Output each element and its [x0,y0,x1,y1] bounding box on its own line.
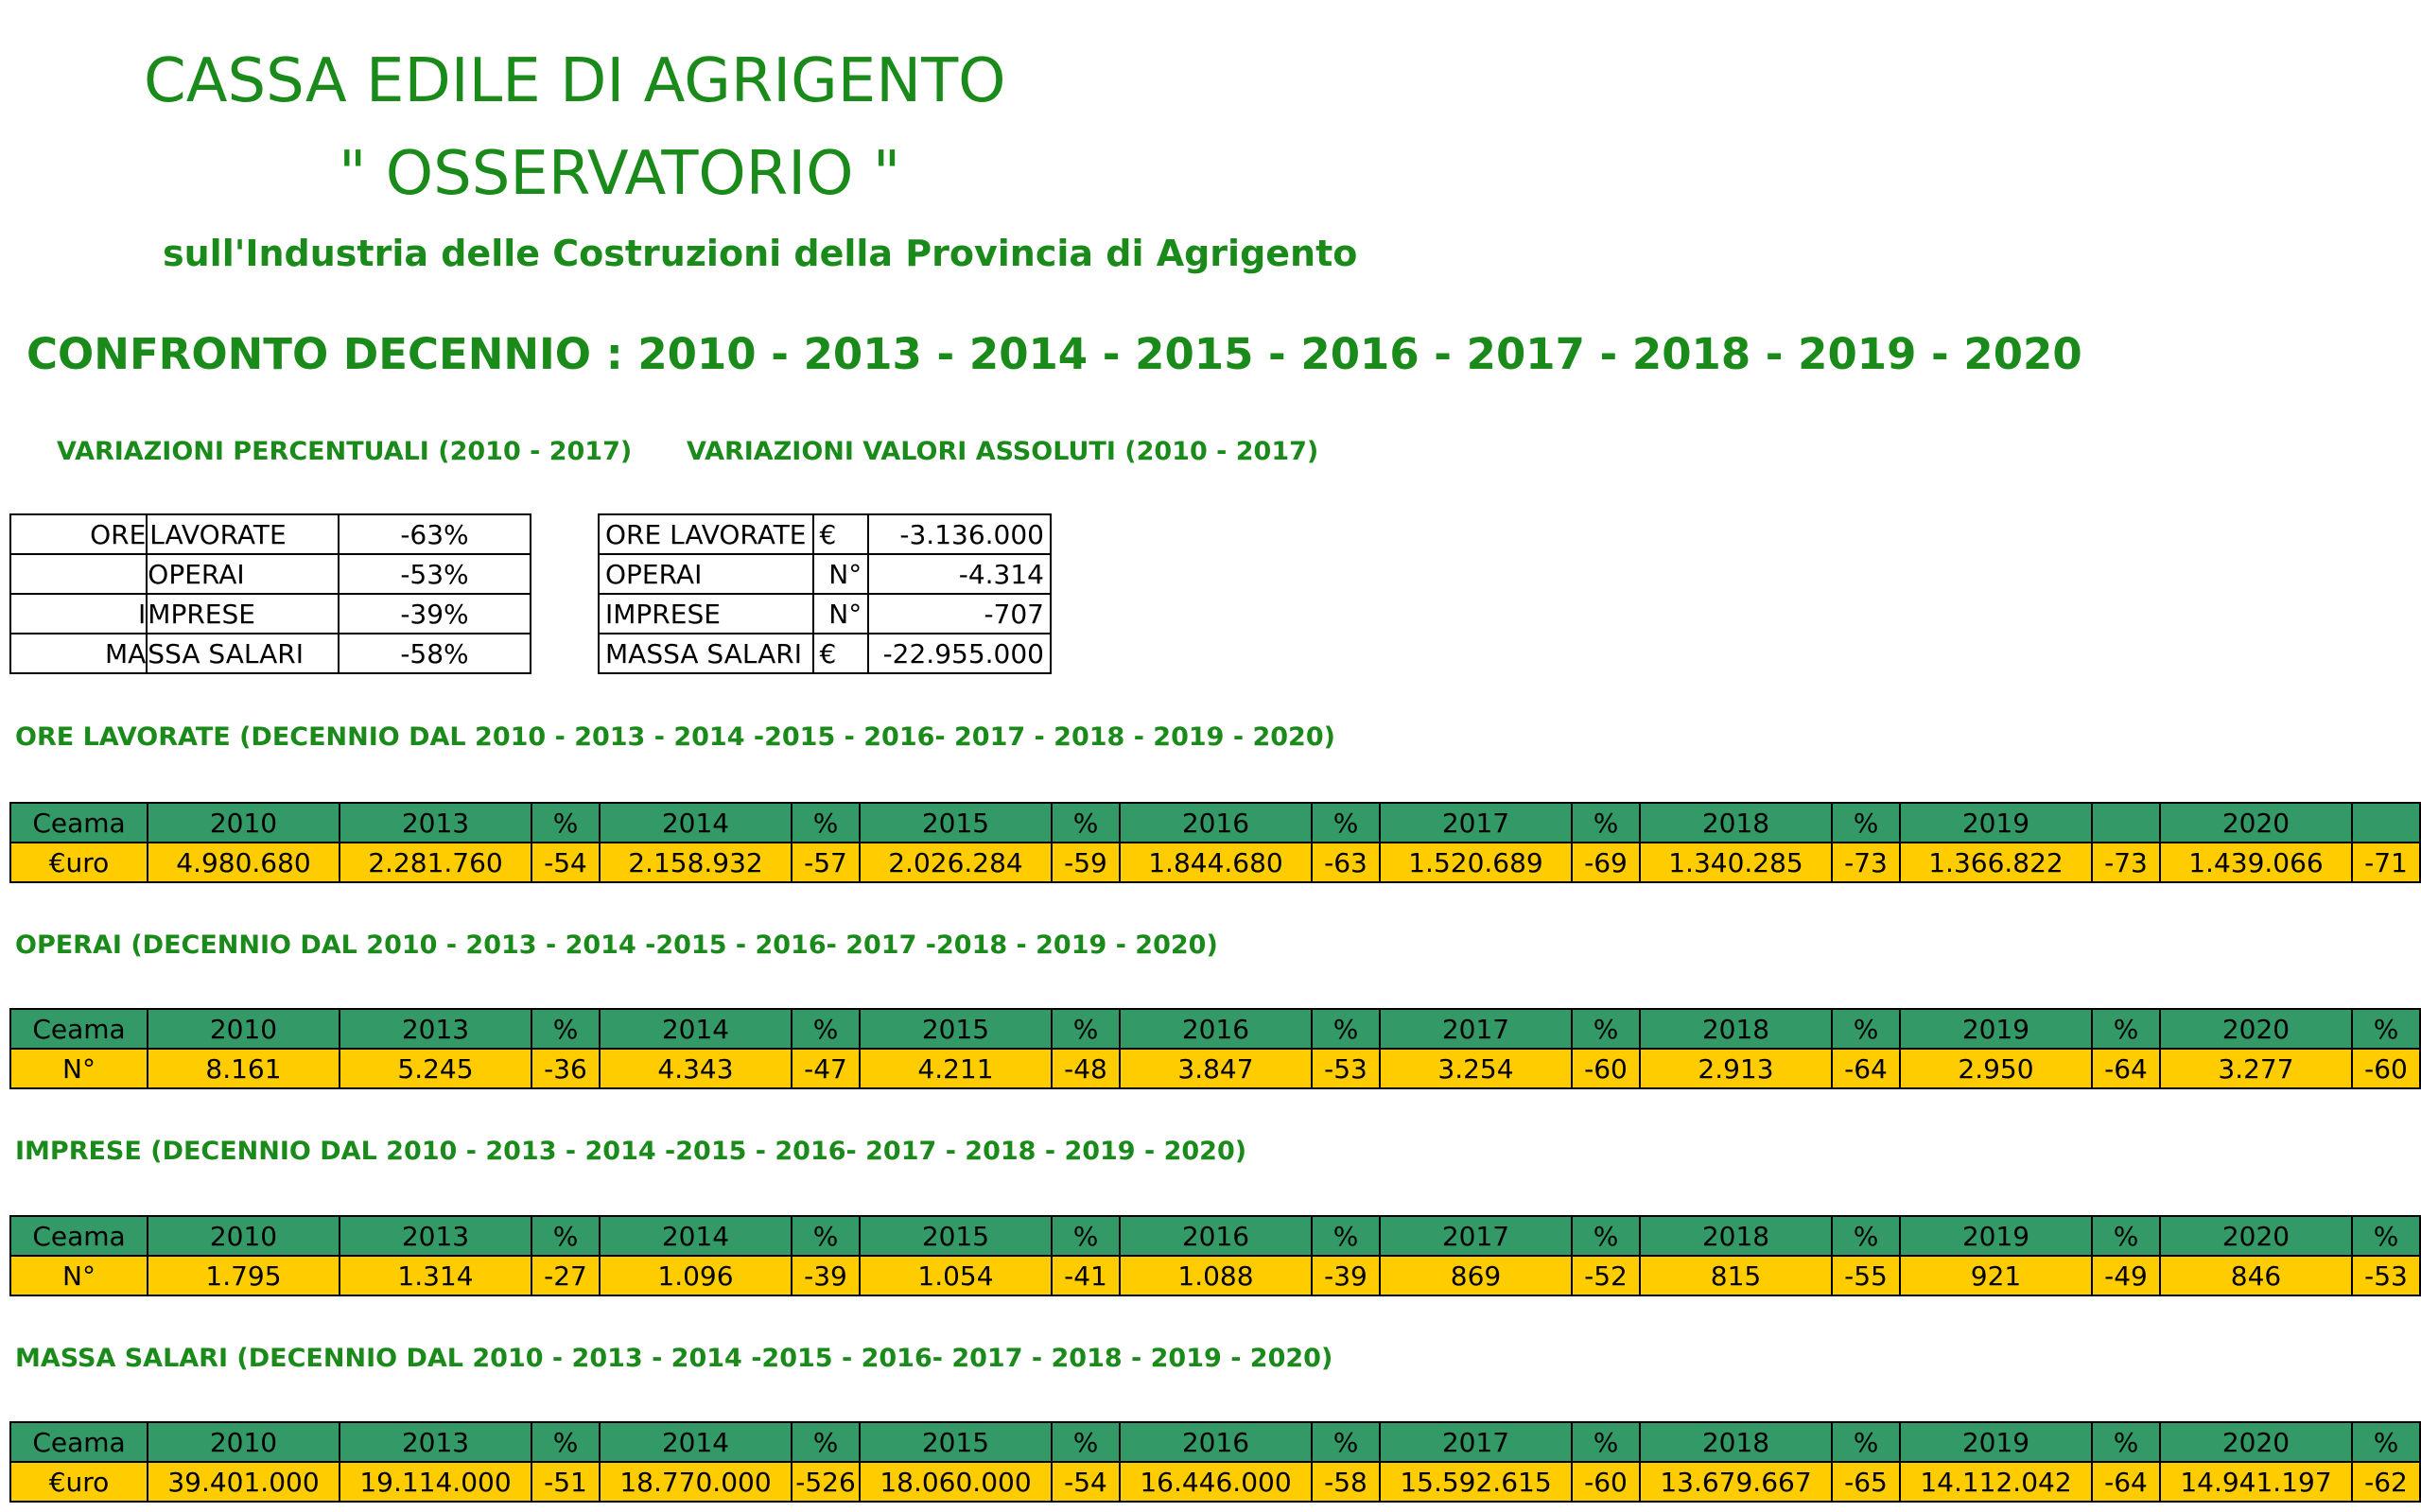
header-cell: 2017 [1380,1216,1572,1256]
table-header-row [10,803,2420,843]
absolute-value: -22.955.000 [868,634,1051,673]
value-cell: -60 [2352,1049,2420,1088]
value-cell: -55 [1832,1256,1900,1295]
value-cell: 869 [1380,1256,1572,1295]
header-cell: % [2092,1009,2160,1049]
absolute-variations-table [598,513,1052,674]
header-cell: % [1312,803,1380,843]
table-header-row [10,1009,2420,1049]
value-cell: -47 [792,1049,860,1088]
header-cell [2092,803,2160,843]
value-cell: 18.770.000 [600,1462,792,1502]
percent-value: -58% [339,634,531,673]
absolute-variations-heading: VARIAZIONI VALORI ASSOLUTI (2010 - 2017) [687,437,1319,466]
value-cell: -54 [1052,1462,1120,1502]
header-cell: % [531,1009,600,1049]
table-row [10,843,2420,882]
header-cell: 2020 [2160,1009,2352,1049]
header-cell: Ceama [10,1216,148,1256]
value-cell: -52 [1572,1256,1640,1295]
header-cell: 2013 [340,1216,531,1256]
table-row [599,554,1051,594]
value-cell: 1.340.285 [1640,843,1832,882]
value-cell: -39 [1312,1256,1380,1295]
header-cell: % [792,803,860,843]
value-cell: 2.026.284 [860,843,1052,882]
value-cell: 1.520.689 [1380,843,1572,882]
header-cell: % [1832,803,1900,843]
value-cell: -64 [2092,1462,2160,1502]
header-cell: % [1052,1422,1120,1462]
header-cell: % [792,1422,860,1462]
comparison-heading: CONFRONTO DECENNIO : 2010 - 2013 - 2014 - 2015 - 2016 - 2017 - 2018 - 2019 - 2020 [26,329,2082,379]
header-cell: % [1572,1422,1640,1462]
absolute-label: MASSA SALARI [599,634,813,673]
value-cell: 921 [1900,1256,2092,1295]
page-title: CASSA EDILE DI AGRIGENTO [144,46,1006,116]
header-cell: 2015 [860,1009,1052,1049]
value-cell: -73 [1832,843,1900,882]
value-cell: €uro [10,1462,148,1502]
header-cell: % [2352,1009,2420,1049]
header-cell: 2017 [1380,1422,1572,1462]
absolute-value: -707 [868,594,1051,634]
header-cell: % [1052,1216,1120,1256]
imprese-section-title: IMPRESE (DECENNIO DAL 2010 - 2013 - 2014 -2015 - 2016- 2017 - 2018 - 2019 - 2020) [15,1137,1247,1166]
header-cell: % [1312,1009,1380,1049]
header-cell: 2019 [1900,803,2092,843]
value-cell: 39.401.000 [148,1462,340,1502]
value-cell: -59 [1052,843,1120,882]
header-cell: % [1052,803,1120,843]
value-cell: 18.060.000 [860,1462,1052,1502]
value-cell: 2.913 [1640,1049,1832,1088]
absolute-unit: N° [813,594,869,634]
header-cell: % [1312,1422,1380,1462]
header-cell: 2019 [1900,1422,2092,1462]
header-cell: % [1572,1216,1640,1256]
value-cell: -51 [531,1462,600,1502]
value-cell: -41 [1052,1256,1120,1295]
value-cell: 14.941.197 [2160,1462,2352,1502]
table-row [10,554,531,594]
header-cell: 2016 [1120,1422,1312,1462]
value-cell: -64 [1832,1049,1900,1088]
header-cell: % [531,1422,600,1462]
value-cell: -64 [2092,1049,2160,1088]
value-cell: 1.096 [600,1256,792,1295]
percent-value: -53% [339,554,531,594]
header-cell: % [2092,1216,2160,1256]
header-cell: 2018 [1640,1009,1832,1049]
header-cell: 2015 [860,1422,1052,1462]
absolute-unit: € [813,634,869,673]
percent-label-left: ORE [10,514,147,554]
operai-table [9,1008,2421,1089]
page-subtitle-osservatorio: " OSSERVATORIO " [339,139,901,209]
header-cell: % [792,1216,860,1256]
header-cell: % [1832,1422,1900,1462]
table-row: I MPRESE -39% [10,594,531,634]
table-row [10,1462,2420,1502]
header-cell: 2018 [1640,1216,1832,1256]
absolute-value: -3.136.000 [868,514,1051,554]
table-row [10,514,531,554]
percent-variations-heading: VARIAZIONI PERCENTUALI (2010 - 2017) [57,437,633,466]
value-cell: -53 [1312,1049,1380,1088]
value-cell: N° [10,1049,148,1088]
header-cell: % [2352,1422,2420,1462]
header-cell: Ceama [10,1422,148,1462]
value-cell: 1.844.680 [1120,843,1312,882]
table-row [599,634,1051,673]
value-cell: -36 [531,1049,600,1088]
value-cell: 846 [2160,1256,2352,1295]
value-cell: 5.245 [340,1049,531,1088]
value-cell: 1.088 [1120,1256,1312,1295]
table-row [10,1256,2420,1295]
header-cell: 2013 [340,1422,531,1462]
value-cell: -69 [1572,843,1640,882]
value-cell: 1.314 [340,1256,531,1295]
header-cell: 2010 [148,1422,340,1462]
absolute-label: ORE LAVORATE [599,514,813,554]
header-cell: % [1312,1216,1380,1256]
value-cell: 16.446.000 [1120,1462,1312,1502]
value-cell: -526 [792,1462,860,1502]
value-cell: 1.366.822 [1900,843,2092,882]
absolute-label: IMPRESE [599,594,813,634]
header-cell: % [2352,1216,2420,1256]
header-cell: % [1572,1009,1640,1049]
header-cell: 2010 [148,1216,340,1256]
value-cell: 19.114.000 [340,1462,531,1502]
header-cell: 2019 [1900,1009,2092,1049]
header-cell: % [1052,1009,1120,1049]
value-cell: 4.980.680 [148,843,340,882]
massa-salari-section-title: MASSA SALARI (DECENNIO DAL 2010 - 2013 - 2014 -2015 - 2016- 2017 - 2018 - 2019 - 2020) [15,1344,1333,1373]
value-cell: 1.795 [148,1256,340,1295]
value-cell: 3.277 [2160,1049,2352,1088]
ore-lavorate-table [9,802,2421,883]
table-header-row [10,1216,2420,1256]
header-cell: % [1832,1216,1900,1256]
value-cell: 2.950 [1900,1049,2092,1088]
massa-salari-table [9,1421,2421,1503]
value-cell: -27 [531,1256,600,1295]
table-header-row [10,1422,2420,1462]
percent-label: OPERAI [147,554,339,594]
header-cell: 2013 [340,1009,531,1049]
value-cell: N° [10,1256,148,1295]
absolute-unit: N° [813,554,869,594]
value-cell: -48 [1052,1049,1120,1088]
value-cell: 8.161 [148,1049,340,1088]
absolute-unit: € [813,514,869,554]
header-cell: 2014 [600,1422,792,1462]
value-cell: -62 [2352,1462,2420,1502]
header-cell: 2020 [2160,1422,2352,1462]
header-cell: 2017 [1380,1009,1572,1049]
value-cell: 13.679.667 [1640,1462,1832,1502]
header-cell: % [531,1216,600,1256]
header-cell: 2014 [600,803,792,843]
header-cell: 2015 [860,803,1052,843]
percent-value: -39% [339,594,531,634]
header-cell: 2010 [148,803,340,843]
header-cell: 2017 [1380,803,1572,843]
value-cell: -71 [2352,843,2420,882]
value-cell: -57 [792,843,860,882]
ore-lavorate-section-title: ORE LAVORATE (DECENNIO DAL 2010 - 2013 - 2014 -2015 - 2016- 2017 - 2018 - 2019 - 2020) [15,722,1335,752]
value-cell: 2.158.932 [600,843,792,882]
value-cell: 3.847 [1120,1049,1312,1088]
table-row [599,594,1051,634]
value-cell: 2.281.760 [340,843,531,882]
header-cell: 2018 [1640,803,1832,843]
operai-section-title: OPERAI (DECENNIO DAL 2010 - 2013 - 2014 -2015 - 2016- 2017 -2018 - 2019 - 2020) [15,930,1218,960]
page-description: sull'Industria delle Costruzioni della Provincia di Agrigento [163,233,1358,274]
header-cell: 2010 [148,1009,340,1049]
value-cell: 3.254 [1380,1049,1572,1088]
header-cell: 2018 [1640,1422,1832,1462]
value-cell: €uro [10,843,148,882]
value-cell: 14.112.042 [1900,1462,2092,1502]
header-cell: % [1832,1009,1900,1049]
value-cell: 4.211 [860,1049,1052,1088]
percent-label-right: LAVORATE [147,514,339,554]
imprese-table [9,1215,2421,1296]
percent-value: -63% [339,514,531,554]
table-row [599,514,1051,554]
value-cell: 4.343 [600,1049,792,1088]
table-row: MA SSA SALARI -58% [10,634,531,673]
header-cell: 2014 [600,1009,792,1049]
value-cell: -60 [1572,1049,1640,1088]
value-cell: -63 [1312,843,1380,882]
value-cell: -73 [2092,843,2160,882]
value-cell: -39 [792,1256,860,1295]
header-cell: % [531,803,600,843]
header-cell: 2019 [1900,1216,2092,1256]
header-cell [2352,803,2420,843]
header-cell: 2020 [2160,803,2352,843]
header-cell: 2016 [1120,1009,1312,1049]
value-cell: -49 [2092,1256,2160,1295]
table-row [10,1049,2420,1088]
header-cell: Ceama [10,1009,148,1049]
value-cell: -58 [1312,1462,1380,1502]
value-cell: -60 [1572,1462,1640,1502]
header-cell: 2016 [1120,803,1312,843]
header-cell: % [792,1009,860,1049]
header-cell: 2020 [2160,1216,2352,1256]
value-cell: 1.439.066 [2160,843,2352,882]
header-cell: % [1572,803,1640,843]
percent-variations-table [9,513,531,674]
header-cell: % [2092,1422,2160,1462]
header-cell: 2016 [1120,1216,1312,1256]
value-cell: -54 [531,843,600,882]
value-cell: 1.054 [860,1256,1052,1295]
header-cell: 2013 [340,803,531,843]
header-cell: 2015 [860,1216,1052,1256]
value-cell: 15.592.615 [1380,1462,1572,1502]
value-cell: -53 [2352,1256,2420,1295]
header-cell: 2014 [600,1216,792,1256]
absolute-value: -4.314 [868,554,1051,594]
value-cell: -65 [1832,1462,1900,1502]
absolute-label: OPERAI [599,554,813,594]
value-cell: 815 [1640,1256,1832,1295]
header-cell: Ceama [10,803,148,843]
